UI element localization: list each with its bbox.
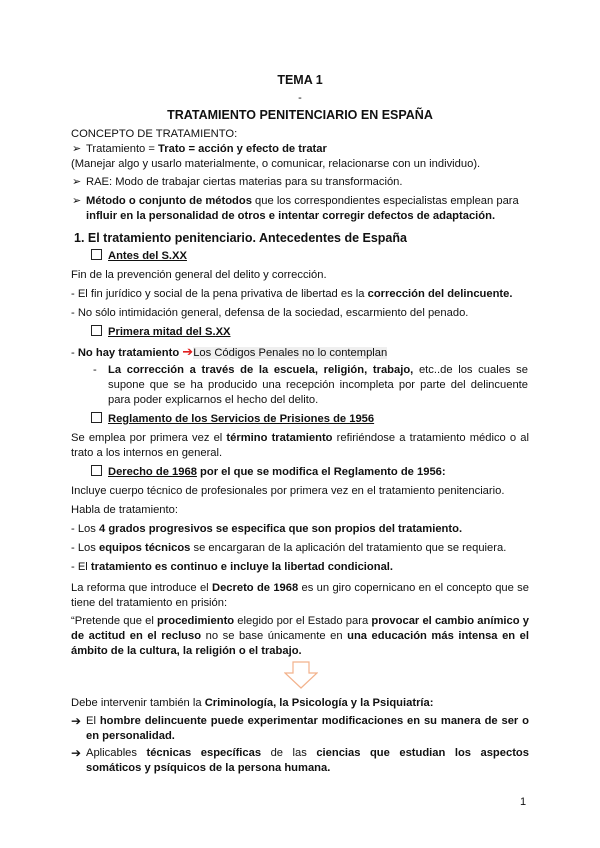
debe-item-2: Aplicables técnicas específicas de las ciencias que estudian los aspectos somáticos y psíquicos de la persona humana. [86,747,529,774]
subsection-primera: Primera mitad del S.XX [91,325,549,340]
derecho-line-5: - El tratamiento es continuo e incluye la libertad condicional. [71,561,394,573]
bullet-icon: ➢ [72,195,82,207]
subsection-antes: Antes del S.XX [91,249,549,264]
debe-item-1: El hombre delincuente puede experimentar modificaciones en su manera de ser o en personalidad. [86,715,529,742]
page-number: 1 [520,796,527,808]
checkbox-icon [91,412,102,423]
tema-label: TEMA 1 [277,73,323,87]
concepto-item-2: RAE: Modo de trabajar ciertas materias para su transformación. [86,176,403,188]
debe-line-1: Debe intervenir también la Criminología, la Psicología y la Psiquiatría: [71,697,434,709]
derecho-line-1: Incluye cuerpo técnico de profesionales por primera vez en el tratamiento penitenciario. [71,485,505,497]
derecho-quote: “Pretende que el procedimiento elegido por el Estado para provocar el cambio anímico y de actitud en el recluso no se base únicamente en una educación más intensa en el ámbito de la cultura, la religión o el trabajo. [71,615,529,657]
primera-line-1: - No hay tratamiento ➔Los Códigos Penales no lo contemplan [71,344,388,359]
antes-line-2: - El fin jurídico y social de la pena privativa de libertad es la corrección del delincuente. [71,288,513,300]
checkbox-icon [91,325,102,336]
derecho-line-3: - Los 4 grados progresivos se especifica que son propios del tratamiento. [71,523,463,535]
arrow-icon: ➔ [71,746,82,760]
concepto-label: CONCEPTO DE TRATAMIENTO: [71,128,238,140]
concepto-item-3: Método o conjunto de métodos que los correspondientes especialistas emplean para [86,195,519,207]
arrow-icon: ➔ [182,344,194,359]
bullet-icon: ➢ [72,143,82,155]
derecho-line-2: Habla de tratamiento: [71,504,178,516]
concepto-item-1-note: (Manejar algo y usarlo materialmente, o comunicar, relacionarse con un individuo). [71,158,481,170]
subsection-reglamento: Reglamento de los Servicios de Prisiones de 1956 [91,412,549,427]
derecho-line-4: - Los equipos técnicos se encargaran de la aplicación del tratamiento que se requiera. [71,542,507,554]
antes-line-3: - No sólo intimidación general, defensa de la sociedad, escarmiento del penado. [71,307,469,319]
down-arrow-icon [284,661,318,689]
bullet-icon: ➢ [72,176,82,188]
checkbox-icon [91,249,102,260]
section-heading: 1. El tratamiento penitenciario. Antecedentes de España [74,231,407,245]
reglamento-text: Se emplea por primera vez el término tratamiento refiriéndose a tratamiento médico o al trato a los internos en general. [71,432,529,459]
arrow-icon: ➔ [71,714,82,728]
antes-line-1: Fin de la prevención general del delito y corrección. [71,269,327,281]
primera-sub-item: La corrección a través de la escuela, religión, trabajo, etc..de los cuales se supone que se ha producido una recepción incompleta por parte del delincuente para poder explicarnos el hecho del delito. [108,364,528,406]
checkbox-icon [91,465,102,476]
concepto-item-3-cont: influir en la personalidad de otros e intentar corregir defectos de adaptación. [86,210,496,222]
subsection-derecho: Derecho de 1968 por el que se modifica el Reglamento de 1956: [91,465,549,480]
concepto-item-1: Tratamiento = Trato = acción y efecto de tratar [86,143,327,155]
derecho-paragraph: La reforma que introduce el Decreto de 1968 es un giro copernicano en el concepto que se tiene del tratamiento en prisión: [71,582,529,609]
document-title: TRATAMIENTO PENITENCIARIO EN ESPAÑA [167,108,433,122]
dash-marker: - [93,364,97,376]
tema-dash: - [298,92,302,104]
